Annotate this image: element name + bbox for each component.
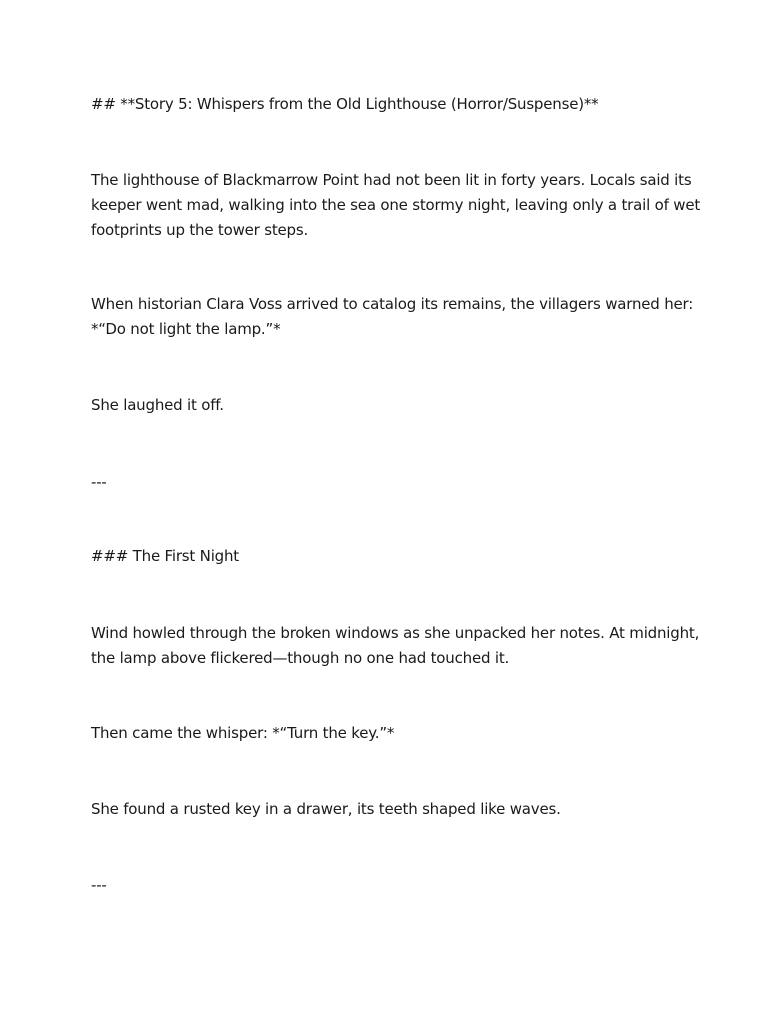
- paragraph-whisper: [91, 721, 691, 746]
- paragraph-line: Then came the whisper: *“Turn the key.”*: [91, 724, 395, 742]
- section-heading-text: ### The First Night: [91, 547, 239, 565]
- paragraph-line: footprints up the tower steps.: [91, 221, 309, 239]
- section-heading-first-night: [91, 544, 691, 569]
- paragraph-rusted-key: [91, 797, 691, 822]
- story-title: [91, 92, 691, 117]
- paragraph-line: She found a rusted key in a drawer, its teeth shaped like waves.: [91, 800, 561, 818]
- separator-text: ---: [91, 876, 107, 894]
- separator-2: [91, 873, 691, 898]
- story-title-text: ## **Story 5: Whispers from the Old Lighthouse (Horror/Suspense)**: [91, 95, 599, 113]
- paragraph-wind-howled: [91, 621, 700, 671]
- paragraph-clara-arrival: [91, 292, 694, 342]
- paragraph-line: the lamp above flickered—though no one had touched it.: [91, 649, 510, 667]
- paragraph-lighthouse-intro: [91, 168, 701, 243]
- separator-1: [91, 470, 691, 495]
- paragraph-line: keeper went mad, walking into the sea one stormy night, leaving only a trail of wet: [91, 196, 701, 214]
- paragraph-line: When historian Clara Voss arrived to catalog its remains, the villagers warned her:: [91, 295, 694, 313]
- paragraph-line: *“Do not light the lamp.”*: [91, 320, 281, 338]
- paragraph-line: She laughed it off.: [91, 396, 224, 414]
- separator-text: ---: [91, 473, 107, 491]
- paragraph-line: The lighthouse of Blackmarrow Point had not been lit in forty years. Locals said its: [91, 171, 692, 189]
- paragraph-line: Wind howled through the broken windows as she unpacked her notes. At midnight,: [91, 624, 700, 642]
- paragraph-laughed: [91, 393, 691, 418]
